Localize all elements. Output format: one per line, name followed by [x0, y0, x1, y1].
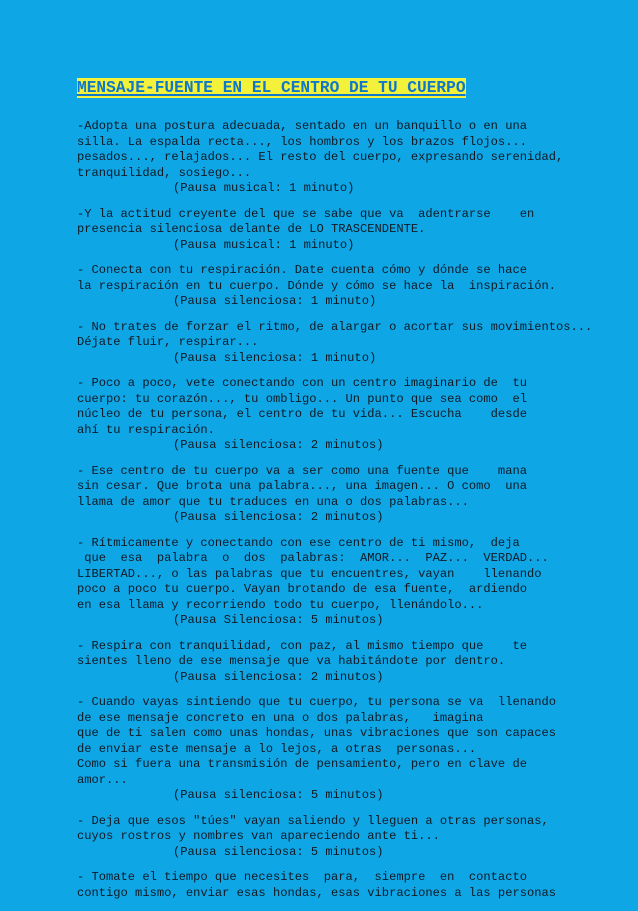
paragraph-line: - Poco a poco, vete conectando con un centro imaginario de tu [77, 376, 527, 390]
paragraph-line: LIBERTAD..., o las palabras que tu encuentres, vayan llenando [77, 566, 542, 581]
paragraph-line: de ese mensaje concreto en una o dos palabras, imagina [77, 710, 484, 725]
paragraph [77, 695, 582, 804]
paragraph-line: sin cesar. Que brota una palabra..., una imagen... O como una [77, 479, 527, 493]
paragraph-line: de enviar este mensaje a lo lejos, a otras personas... [77, 741, 477, 756]
paragraph-line: cuyos rostros y nombres van apareciendo ante ti... [77, 829, 440, 843]
document-title: MENSAJE-FUENTE EN EL CENTRO DE TU CUERPO [77, 79, 466, 97]
paragraph-line: - No trates de forzar el ritmo, de alargar o acortar sus movimientos... [77, 319, 593, 334]
paragraph-line: - Respira con tranquilidad, con paz, al mismo tiempo que te [77, 638, 527, 653]
paragraph-line: silla. La espalda recta..., los hombros y los brazos flojos... [77, 134, 527, 149]
paragraph-line: ahí tu respiración. [77, 422, 215, 437]
paragraph [77, 464, 582, 526]
paragraph-line: contigo mismo, enviar esas hondas, esas vibraciones a las personas [77, 885, 556, 900]
paragraph [77, 376, 582, 454]
paragraph-line: sientes lleno de ese mensaje que va habitándote por dentro. [77, 654, 506, 668]
pause-note: (Pausa silenciosa: 1 minuto) [173, 294, 377, 308]
paragraph-line: -Y la actitud creyente del que se sabe que va adentrarse en [77, 206, 535, 221]
paragraph-line: que de ti salen como unas hondas, unas vibraciones que son capaces [77, 726, 556, 740]
paragraph-line: - Cuando vayas sintiendo que tu cuerpo, tu persona se va llenando [77, 695, 556, 709]
paragraph [77, 639, 582, 686]
pause-note: (Pausa musical: 1 minuto) [173, 237, 355, 252]
paragraph-line: Déjate fluir, respirar... [77, 335, 259, 349]
pause-note: (Pausa silenciosa: 5 minutos) [173, 844, 384, 859]
paragraph-line: - Tomate el tiempo que necesites para, siempre en contacto [77, 870, 527, 884]
pause-note: (Pausa silenciosa: 2 minutos) [173, 510, 384, 524]
paragraph-line: cuerpo: tu corazón..., tu ombligo... Un punto que sea como el [77, 391, 527, 406]
paragraph [77, 319, 593, 367]
paragraph-line: - Deja que esos "túes" vayan saliendo y lleguen a otras personas, [77, 813, 549, 828]
paragraph-line: pesados..., relajados... El resto del cuerpo, expresando serenidad, [77, 150, 564, 164]
pause-note: (Pausa Silenciosa: 5 minutos) [173, 613, 384, 627]
paragraph-line: núcleo de tu persona, el centro de tu vida... Escucha desde [77, 407, 527, 421]
document-body [77, 119, 593, 901]
paragraph-line: que esa palabra o dos palabras: AMOR... PAZ... VERDAD... [77, 551, 549, 565]
pause-note: (Pausa silenciosa: 2 minutos) [173, 438, 384, 452]
paragraph-line: llama de amor que tu traduces en una o dos palabras... [77, 494, 469, 509]
paragraph [77, 119, 582, 197]
paragraph [77, 536, 582, 629]
pause-note: (Pausa silenciosa: 1 minuto) [173, 350, 377, 365]
pause-note: (Pausa musical: 1 minuto) [173, 181, 355, 195]
paragraph-line: presencia silenciosa delante de LO TRASCENDENTE. [77, 222, 426, 236]
paragraph-line: la respiración en tu cuerpo. Dónde y cómo se hace la inspiración. [77, 278, 556, 293]
paragraph-line: tranquilidad, sosiego... [77, 165, 252, 180]
paragraph-line: -Adopta una postura adecuada, sentado en un banquillo o en una [77, 119, 527, 133]
paragraph-line: - Conecta con tu respiración. Date cuenta cómo y dónde se hace [77, 263, 527, 277]
paragraph [77, 870, 582, 901]
paragraph-line: Como si fuera una transmisión de pensamiento, pero en clave de [77, 757, 527, 771]
paragraph-line: poco a poco tu cuerpo. Vayan brotando de esa fuente, ardiendo [77, 582, 527, 596]
paragraph-line: - Ese centro de tu cuerpo va a ser como una fuente que mana [77, 463, 527, 478]
paragraph [77, 814, 582, 861]
pause-note: (Pausa silenciosa: 2 minutos) [173, 669, 384, 684]
paragraph-line: en esa llama y recorriendo todo tu cuerpo, llenándolo... [77, 597, 484, 612]
paragraph [77, 207, 582, 254]
paragraph-line: amor... [77, 772, 128, 787]
paragraph [77, 263, 582, 310]
paragraph-line: - Rítmicamente y conectando con ese centro de ti mismo, deja [77, 535, 520, 550]
pause-note: (Pausa silenciosa: 5 minutos) [173, 788, 384, 802]
document-page [77, 78, 593, 911]
